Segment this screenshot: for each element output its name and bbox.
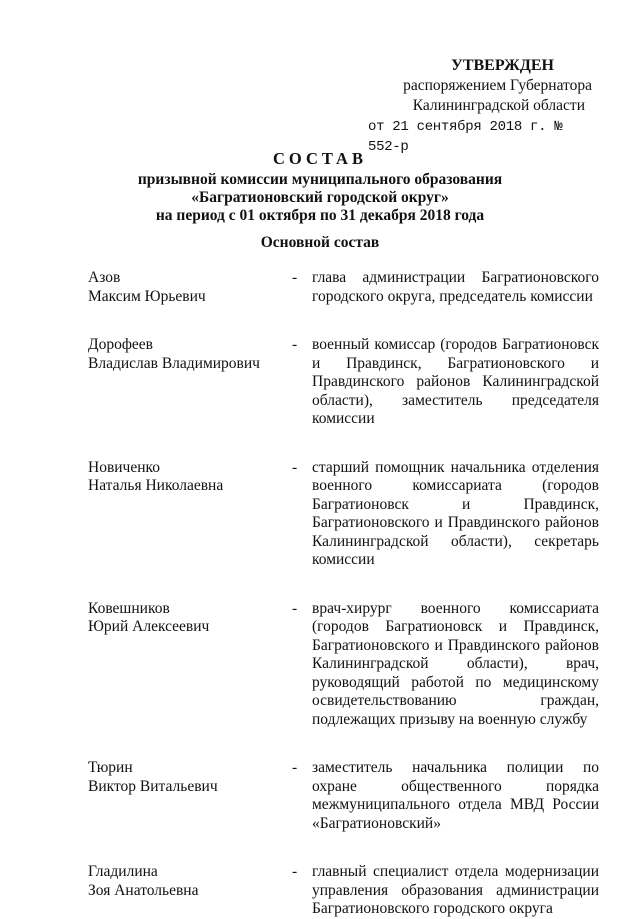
member-role: старший помощник начальника отделения военного комиссариата (городов Багратионовск и Правдинск, Багратионовского и Правдинского районов Калининградской области), секретарь комиссии xyxy=(312,458,599,568)
member-dash: - xyxy=(292,599,298,617)
member-name xyxy=(88,269,288,306)
member-name xyxy=(88,863,288,900)
member-dash: - xyxy=(292,759,298,776)
approval-line-1: распоряжением Губернатора xyxy=(403,77,592,94)
member-given-name: Юрий Алексеевич xyxy=(88,618,210,635)
member-given-name: Зоя Анатольевна xyxy=(88,881,199,899)
member-name xyxy=(88,459,288,496)
member-given-name: Наталья Николаевна xyxy=(88,477,224,494)
member-name xyxy=(88,336,288,373)
member-role: военный комиссар (городов Багратионовск и Правдинск, Багратионовского и Правдинского районов Калининградской области), заместитель председателя комиссии xyxy=(312,336,599,427)
approval-heading: УТВЕРЖДЕН xyxy=(451,57,554,74)
approval-line-2: Калининградской области xyxy=(412,97,585,114)
member-list xyxy=(0,269,640,919)
document-title xyxy=(0,150,640,225)
member-surname: Гладилина xyxy=(88,863,158,880)
member-surname: Дорофеев xyxy=(88,336,153,353)
title-line-2: «Багратионовский городской округ» xyxy=(191,189,449,206)
member-given-name: Владислав Владимирович xyxy=(88,354,260,372)
member-role: заместитель начальника полиции по охране общественного порядка межмуниципального отдела МВД России «Багратионовский» xyxy=(312,759,599,832)
member-entry xyxy=(0,336,640,429)
member-entry xyxy=(0,269,640,306)
member-name xyxy=(88,600,288,637)
member-role: врач-хирург военного комиссариата (городов Багратионовск и Правдинск, Багратионовского и Правдинского районов Калининградской области), врач, руководящий работой по медицинскому освидетельствованию граждан, подлежащих призыву на военную службу xyxy=(312,599,599,728)
member-surname: Ковешников xyxy=(88,599,170,617)
member-dash: - xyxy=(292,269,298,286)
member-dash: - xyxy=(292,336,298,353)
member-dash: - xyxy=(292,458,298,476)
member-given-name: Виктор Витальевич xyxy=(88,777,218,795)
section-title: Основной состав xyxy=(260,234,380,251)
member-name xyxy=(88,759,288,796)
member-given-name: Максим Юрьевич xyxy=(88,287,206,305)
title-line-3: на период с 01 октября по 31 декабря 2018 года xyxy=(155,207,485,224)
approval-date: от 21 сентября 2018 г. № 552-р xyxy=(368,119,563,155)
title-line-1: призывной комиссии муниципального образования xyxy=(137,171,503,188)
member-surname: Тюрин xyxy=(88,759,133,776)
approval-stamp xyxy=(368,56,600,157)
member-surname: Азов xyxy=(88,269,121,286)
member-entry xyxy=(0,863,640,919)
member-entry xyxy=(0,459,640,570)
member-dash: - xyxy=(292,863,298,880)
member-surname: Новиченко xyxy=(88,458,161,476)
member-entry xyxy=(0,759,640,833)
title-main: СОСТАВ xyxy=(273,149,367,168)
member-role: глава администрации Багратионовского городского округа, председатель комиссии xyxy=(312,269,599,305)
member-role: главный специалист отдела модернизации управления образования администрации Багратионовского городского округа xyxy=(312,863,599,917)
member-entry xyxy=(0,600,640,730)
